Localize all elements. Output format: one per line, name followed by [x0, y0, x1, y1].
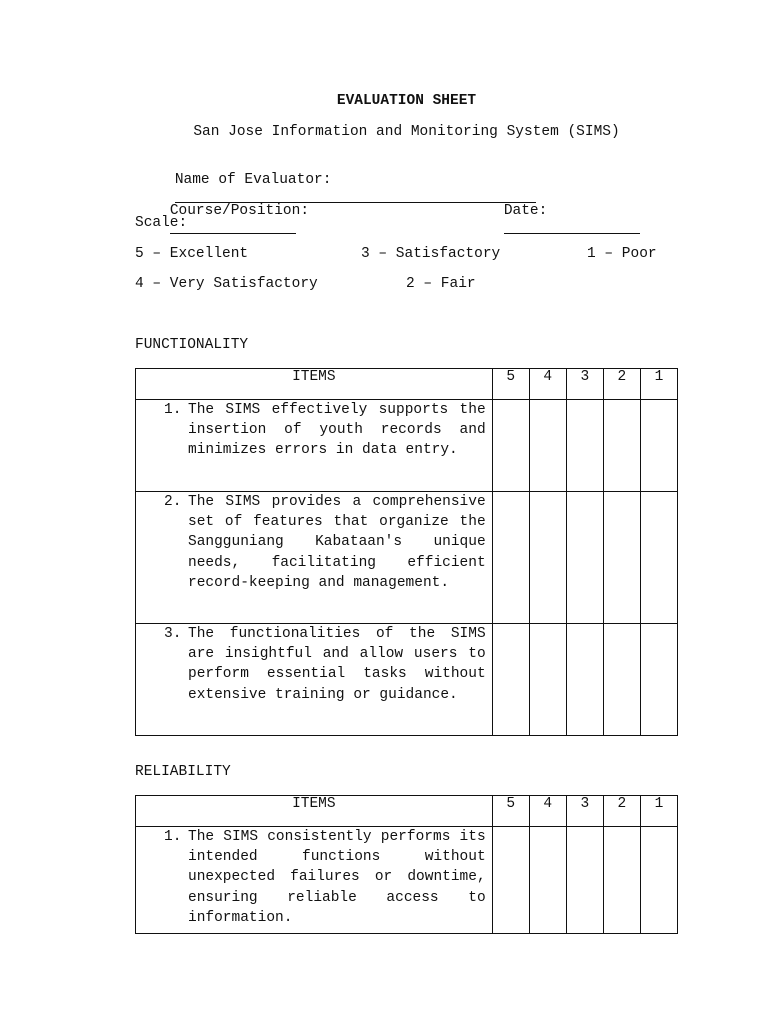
rating-1-cell[interactable] — [640, 492, 677, 624]
table-header-row — [136, 796, 678, 827]
rating-2-cell[interactable] — [603, 492, 640, 624]
rating-3-header: 3 — [566, 796, 603, 827]
rating-1-cell[interactable] — [640, 624, 677, 736]
course-label: Course/Position: — [169, 203, 310, 219]
rating-1-cell[interactable] — [640, 400, 677, 492]
item-cell — [136, 827, 493, 934]
document-title: EVALUATION SHEET — [336, 93, 477, 109]
rating-3-cell[interactable] — [566, 827, 603, 934]
date-label: Date: — [503, 203, 548, 219]
items-column-header: ITEMS — [136, 796, 493, 827]
rating-4-cell[interactable] — [529, 492, 566, 624]
item-number: 2. — [164, 494, 182, 510]
item-number: 3. — [164, 626, 182, 642]
table-row — [136, 492, 678, 624]
rating-2-cell[interactable] — [603, 827, 640, 934]
rating-4-header: 4 — [529, 796, 566, 827]
table-row — [136, 624, 678, 736]
item-text: The functionalities of the SIMS are insightful and allow users to perform essential tasks without extensive training or guidance. — [188, 626, 486, 703]
rating-5-header: 5 — [492, 369, 529, 400]
rating-4-cell[interactable] — [529, 827, 566, 934]
scale-2: 2 – Fair — [406, 276, 476, 292]
rating-5-cell[interactable] — [492, 400, 529, 492]
reliability-table — [135, 795, 678, 934]
rating-4-cell[interactable] — [529, 400, 566, 492]
section-heading-reliability: RELIABILITY — [135, 764, 231, 780]
rating-3-cell[interactable] — [566, 400, 603, 492]
item-text: The SIMS provides a comprehensive set of features that organize the Sangguniang Kabataan's unique needs, facilitating efficient record-keeping and management. — [188, 494, 486, 591]
scale-label: Scale: — [135, 215, 188, 231]
item-text: The SIMS effectively supports the insertion of youth records and minimizes errors in data entry. — [188, 402, 486, 459]
rating-1-header: 1 — [640, 796, 677, 827]
rating-3-header: 3 — [566, 369, 603, 400]
rating-5-cell[interactable] — [492, 827, 529, 934]
rating-2-header: 2 — [603, 796, 640, 827]
item-cell — [136, 400, 493, 492]
section-heading-functionality: FUNCTIONALITY — [135, 337, 249, 353]
item-number: 1. — [164, 829, 182, 845]
rating-1-header: 1 — [640, 369, 677, 400]
items-column-header: ITEMS — [136, 369, 493, 400]
rating-5-header: 5 — [492, 796, 529, 827]
table-row — [136, 400, 678, 492]
date-field[interactable] — [504, 220, 640, 234]
rating-4-header: 4 — [529, 369, 566, 400]
rating-1-cell[interactable] — [640, 827, 677, 934]
functionality-table — [135, 368, 678, 736]
scale-3: 3 – Satisfactory — [361, 246, 501, 262]
rating-2-header: 2 — [603, 369, 640, 400]
rating-5-cell[interactable] — [492, 624, 529, 736]
table-row — [136, 827, 678, 934]
item-number: 1. — [164, 402, 182, 418]
document-subtitle: San Jose Information and Monitoring System (SIMS) — [193, 124, 620, 140]
table-header-row — [136, 369, 678, 400]
rating-4-cell[interactable] — [529, 624, 566, 736]
scale-5: 5 – Excellent — [135, 246, 249, 262]
rating-2-cell[interactable] — [603, 624, 640, 736]
rating-2-cell[interactable] — [603, 400, 640, 492]
evaluator-label: Name of Evaluator: — [174, 172, 332, 188]
rating-3-cell[interactable] — [566, 624, 603, 736]
scale-1: 1 – Poor — [587, 246, 657, 262]
course-position-field[interactable] — [170, 220, 296, 234]
scale-4: 4 – Very Satisfactory — [135, 276, 318, 292]
rating-3-cell[interactable] — [566, 492, 603, 624]
item-cell — [136, 492, 493, 624]
rating-5-cell[interactable] — [492, 492, 529, 624]
item-text: The SIMS consistently performs its intended functions without unexpected failures or downtime, ensuring reliable access to information. — [188, 829, 486, 926]
item-cell — [136, 624, 493, 736]
